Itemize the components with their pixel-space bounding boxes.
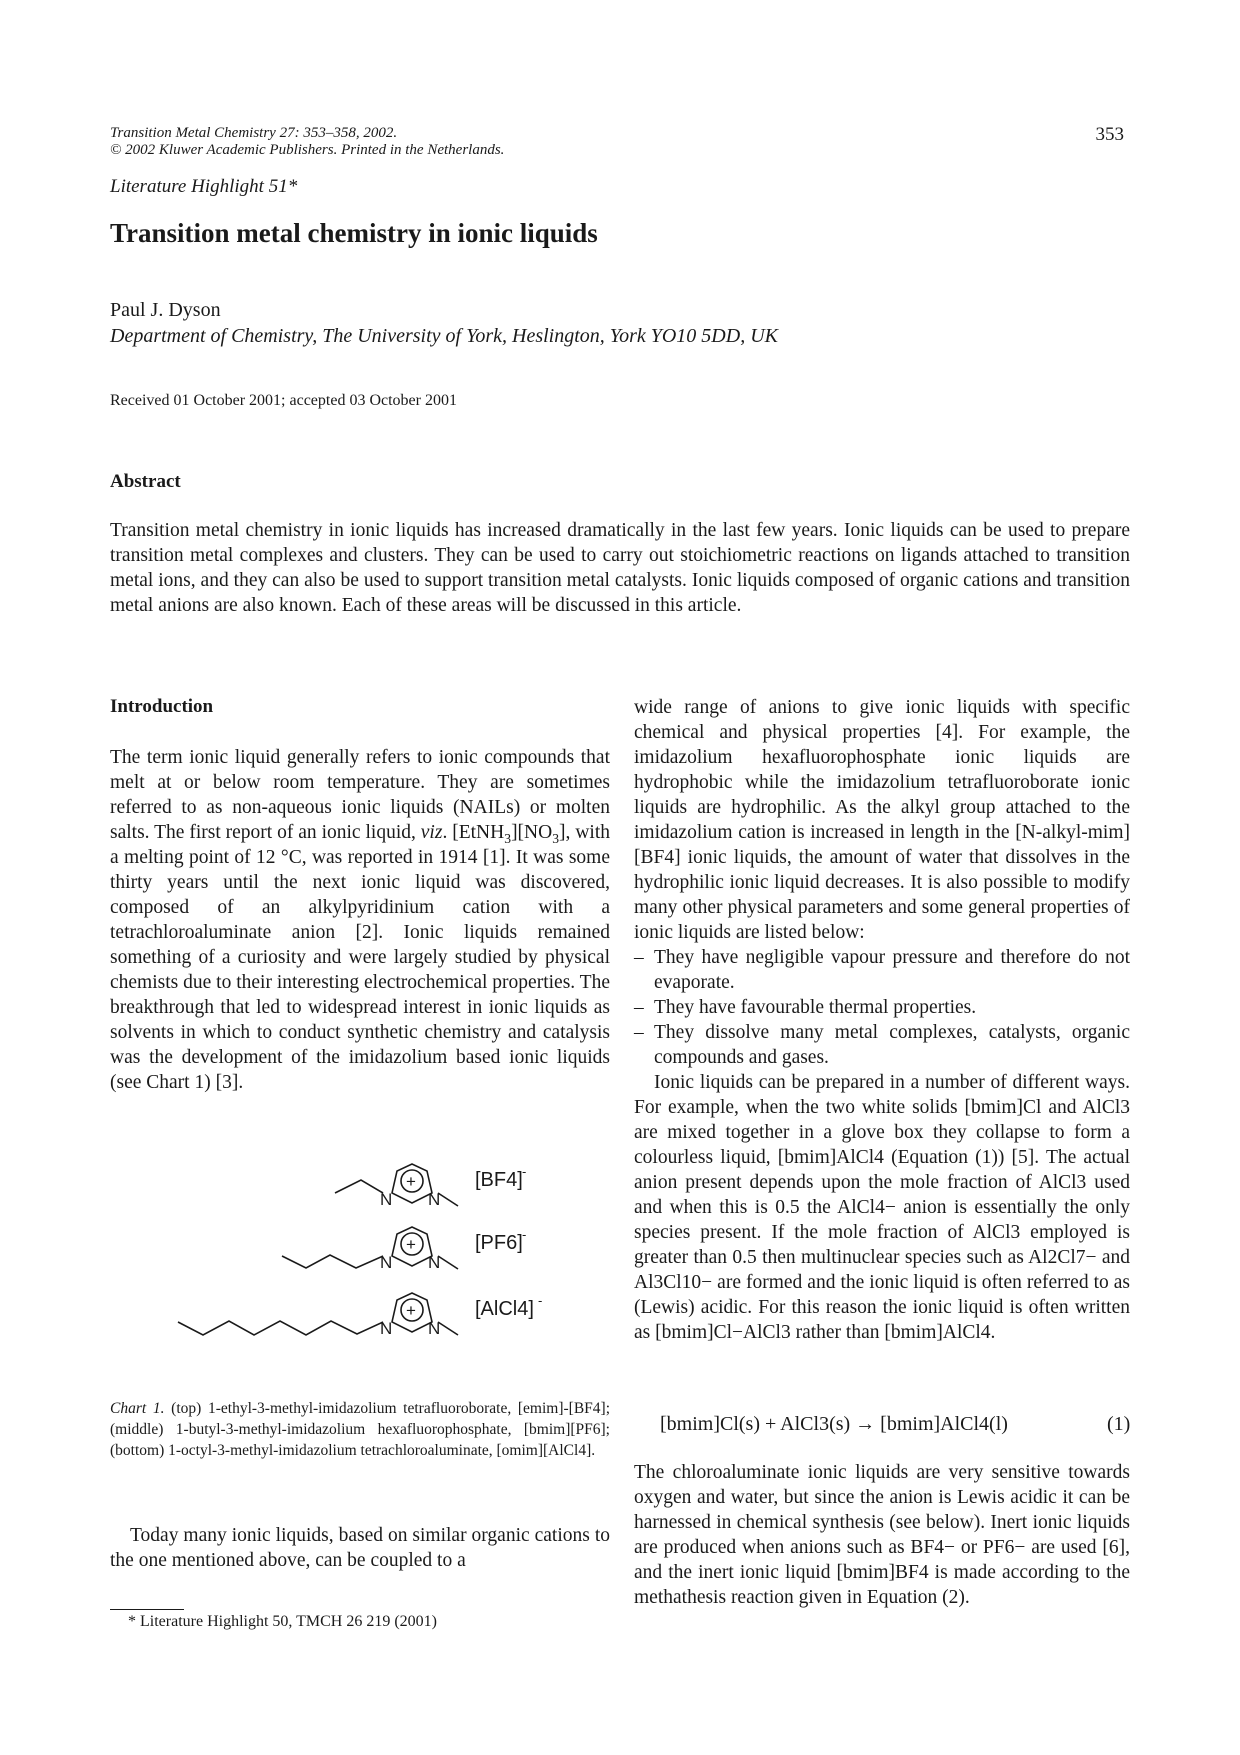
introduction-paragraph-1 bbox=[110, 745, 610, 1095]
n-atom-1-middle: N bbox=[380, 1253, 393, 1272]
ethyl-chain bbox=[335, 1180, 383, 1193]
footnote: * Literature Highlight 50, TMCH 26 219 (2001) bbox=[128, 1613, 437, 1630]
intro-p1-sub-1: 3 bbox=[504, 830, 512, 846]
right-paragraph-1: wide range of anions to give ionic liquids with specific chemical and physical properties [4]. For example, the imidazolium hexafluorophosphate ionic liquids are hydrophobic while the imidazolium tetrafluoroborate ionic liquids are hydrophilic. As the alkyl group attached to the imidazolium cation is increased in length in the [N-alkyl-mim][BF4] ionic liquids, the amount of water that dissolves in the hydrophilic ionic liquid decreases. It is also possible to modify many other physical parameters and some general properties of ionic liquids are listed below: bbox=[634, 697, 1130, 943]
butyl-chain bbox=[282, 1255, 383, 1268]
n-atom-1-top: N bbox=[380, 1190, 393, 1209]
anion-pf6: [PF6] bbox=[475, 1232, 523, 1254]
methyl-top bbox=[438, 1193, 458, 1206]
anion-pf6-charge: - bbox=[522, 1227, 527, 1242]
right-column bbox=[634, 695, 1130, 1345]
journal-citation bbox=[110, 125, 504, 159]
page-number: 353 bbox=[1095, 124, 1124, 145]
author-name: Paul J. Dyson bbox=[110, 299, 221, 321]
received-dates: Received 01 October 2001; accepted 03 October 2001 bbox=[110, 392, 457, 409]
journal-line-2: © 2002 Kluwer Academic Publishers. Printed in the Netherlands. bbox=[110, 142, 505, 158]
intro-p1-part-a: The term ionic liquid generally refers to ionic compounds that melt at or below room temperature. They are sometimes referred to as non-aqueous ionic liquids (NAILs) or molten salts. The first report of an ionic liquid, bbox=[110, 747, 610, 843]
methyl-bottom bbox=[438, 1322, 458, 1335]
chart-1-structures bbox=[170, 1150, 570, 1380]
article-title: Transition metal chemistry in ionic liquids bbox=[110, 218, 598, 248]
right-paragraph-3: The chloroaluminate ionic liquids are very sensitive towards oxygen and water, but since the anion is Lewis acidic it can be harnessed in chemical synthesis (see below). Inert ionic liquids are produced when anions such as BF4− or PF6− are used [6], and the inert ionic liquid [bmim]BF4 is made according to the methathesis reaction given in Equation (2). bbox=[634, 1462, 1130, 1608]
n-atom-3-bottom: N bbox=[428, 1319, 441, 1338]
list-item: – They have favourable thermal properties. bbox=[634, 995, 1130, 1020]
intro-p1-viz: viz bbox=[420, 822, 443, 843]
introduction-heading: Introduction bbox=[110, 696, 214, 717]
n-atom-3-top: N bbox=[428, 1190, 441, 1209]
plus-sign-top: + bbox=[406, 1172, 416, 1191]
introduction-paragraph-2: Today many ionic liquids, based on similar organic cations to the one mentioned above, can be coupled to a bbox=[110, 1525, 610, 1571]
anion-alcl4: [AlCl4] bbox=[475, 1298, 534, 1320]
intro-p1-part-b: . [EtNH bbox=[442, 822, 505, 843]
equation-1: [bmim]Cl(s) + AlCl3(s) → [bmim]AlCl4(l) bbox=[660, 1413, 1008, 1435]
n-atom-1-bottom: N bbox=[380, 1319, 393, 1338]
footnote-rule bbox=[110, 1609, 184, 1610]
intro-p1-part-d: ], with a melting point of 12 °C, was reported in 1914 [1]. It was some thirty years until the next ionic liquid was discovered, composed of an alkylpyridinium cation with a tetrachloroaluminate anion [2]. Ionic liquids remained something of a curiosity and were largely studied by physical chemists due to their interesting electrochemical properties. The breakthrough that led to widespread interest in ionic liquids as solvents in which to conduct synthetic chemistry and catalysis was the development of the imidazolium based ionic liquids (see Chart 1) [3]. bbox=[110, 822, 610, 1093]
anion-bf4-charge: - bbox=[522, 1164, 527, 1179]
n-atom-3-middle: N bbox=[428, 1253, 441, 1272]
plus-sign-middle: + bbox=[406, 1235, 416, 1254]
intro-p1-part-c: ][NO bbox=[511, 822, 553, 843]
plus-sign-bottom: + bbox=[406, 1301, 416, 1320]
right-paragraph-2: Ionic liquids can be prepared in a number of different ways. For example, when the two white solids [bmim]Cl and AlCl3 are mixed together in a glove box they collapse to form a colourless liquid, [bmim]AlCl4 (Equation (1)) [5]. The actual anion present depends upon the mole fraction of AlCl3 used and when this is 0.5 the AlCl4− anion is essentially the only species present. If the mole fraction of AlCl3 employed is greater than 0.5 then multinuclear species such as Al2Cl7− and Al3Cl10− are formed and the ionic liquid is often referred to as (Lewis) acidic. For this reason the ionic liquid is often written as [bmim]Cl−AlCl3 rather than [bmim]AlCl4. bbox=[634, 1072, 1130, 1343]
anion-bf4: [BF4] bbox=[475, 1169, 523, 1191]
intro-p1-sub-2: 3 bbox=[552, 830, 560, 846]
chart-1-caption bbox=[110, 1398, 610, 1461]
literature-highlight-label: Literature Highlight 51* bbox=[110, 176, 298, 197]
anion-alcl4-charge: - bbox=[538, 1293, 543, 1308]
properties-list bbox=[634, 945, 1130, 1070]
octyl-chain bbox=[178, 1321, 383, 1335]
journal-line-1: Transition Metal Chemistry 27: 353–358, 2002. bbox=[110, 125, 398, 141]
list-item: – They dissolve many metal complexes, catalysts, organic compounds and gases. bbox=[634, 1020, 1130, 1070]
equation-1-number: (1) bbox=[1107, 1413, 1131, 1435]
chart-caption-label: Chart 1. bbox=[110, 1400, 165, 1417]
abstract-text: Transition metal chemistry in ionic liquids has increased dramatically in the last few years. Ionic liquids can be used to prepare transition metal complexes and clusters. They can be used to carry out stoichiometric reactions on ligands attached to transition metal ions, and they can also be used to support transition metal catalysts. Ionic liquids composed of organic cations and transition metal anions are also known. Each of these areas will be discussed in this article. bbox=[110, 520, 1130, 616]
methyl-middle bbox=[438, 1256, 458, 1269]
list-item: – They have negligible vapour pressure and therefore do not evaporate. bbox=[634, 945, 1130, 995]
author-affiliation: Department of Chemistry, The University of York, Heslington, York YO10 5DD, UK bbox=[110, 325, 778, 347]
chart-caption-text: (top) 1-ethyl-3-methyl-imidazolium tetrafluoroborate, [emim]-[BF4]; (middle) 1-butyl-3-methyl-imidazolium hexafluorophosphate, [bmim][PF6]; (bottom) 1-octyl-3-methyl-imidazolium tetrachloroaluminate, [omim][AlCl4]. bbox=[110, 1400, 610, 1459]
abstract-heading: Abstract bbox=[110, 471, 181, 492]
